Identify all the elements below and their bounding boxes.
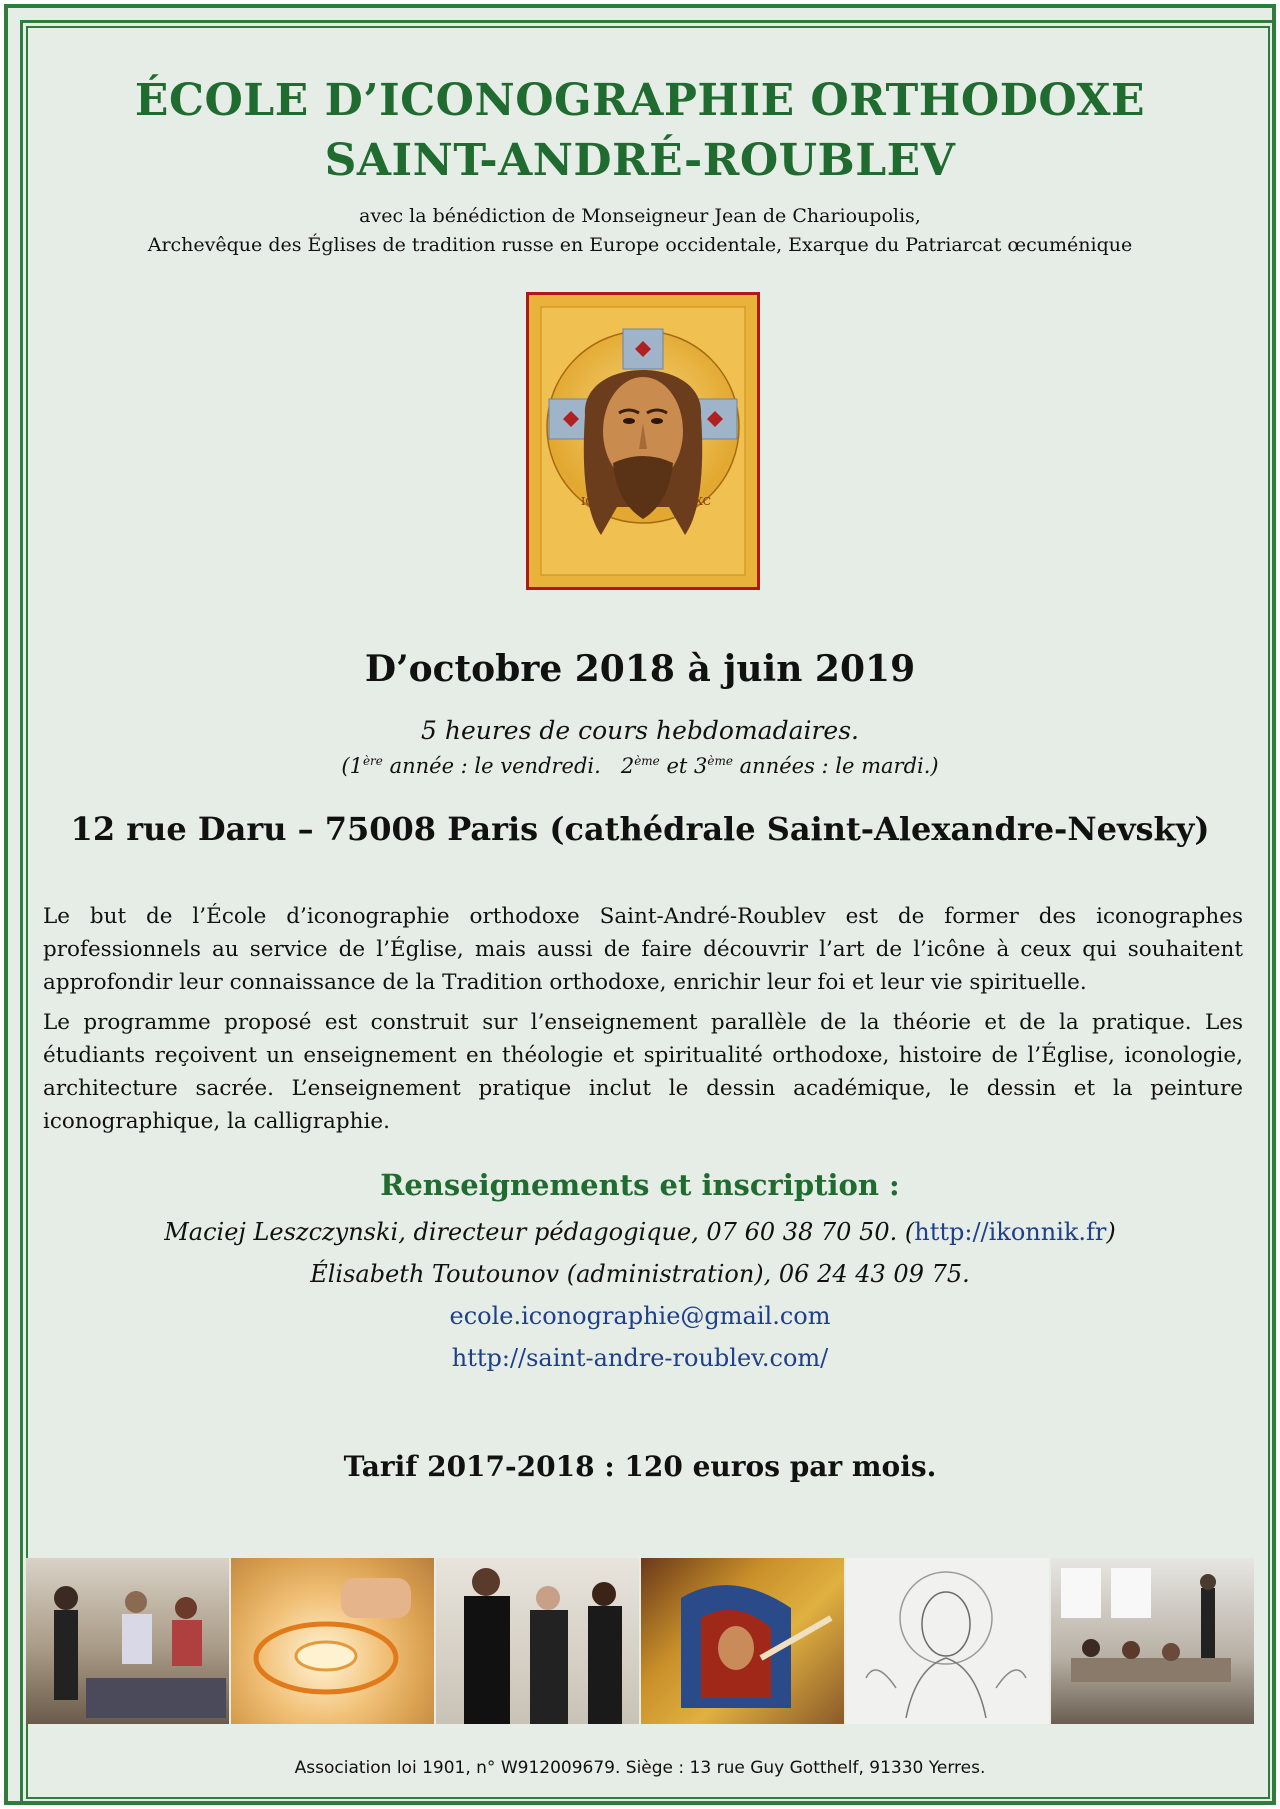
footer-association: Association loi 1901, n° W912009679. Siège : 13 rue Guy Gotthelf, 91330 Yerres.: [294, 1758, 986, 1778]
course-days: (1ère année : le vendredi. 2ème et 3ème années : le mardi.): [341, 754, 939, 778]
contact-line-admin: Élisabeth Toutounov (administration), 06 24 43 09 75.: [310, 1260, 970, 1288]
contact-line-director: Maciej Leszczynski, directeur pédagogique, 07 60 38 70 50. (http://ikonnik.fr): [164, 1218, 1116, 1246]
ikonnik-link[interactable]: http://ikonnik.fr: [914, 1218, 1107, 1246]
svg-text:XC: XC: [695, 495, 712, 508]
school-title-line2: SAINT-ANDRÉ-ROUBLEV: [324, 135, 956, 186]
course-dates: D’octobre 2018 à juin 2019: [364, 648, 916, 690]
photo-gesso-preparation: [231, 1558, 434, 1724]
school-title-line1: ÉCOLE D’ICONOGRAPHIE ORTHODOXE: [134, 75, 1146, 126]
paragraph-program: Le programme proposé est construit sur l’enseignement parallèle de la théorie et de la pratique. Les étudiants reçoivent un enseignement en théologie et spiritualité orthodoxe, histoire de l’Église, iconologie, architecture sacrée. L’enseignement pratique inclut le dessin académique, le dessin et la peinture iconographique, la calligraphie.: [43, 1010, 1243, 1134]
contact-email-row: [0, 1296, 1280, 1336]
photo-strip: [26, 1558, 1254, 1724]
photo-drawing-sketch: [846, 1558, 1049, 1724]
website-link[interactable]: http://saint-andre-roublev.com/: [451, 1344, 829, 1372]
blessing-line1: avec la bénédiction de Monseigneur Jean de Charioupolis,: [359, 205, 921, 227]
tarif: Tarif 2017-2018 : 120 euros par mois.: [343, 1450, 937, 1483]
photo-lecture-room: [1051, 1558, 1254, 1724]
contact-website-row: [0, 1338, 1280, 1378]
school-address: 12 rue Daru – 75008 Paris (cathédrale Saint-Alexandre-Nevsky): [70, 810, 1210, 848]
holy-face-icon: [529, 295, 757, 587]
weekly-hours: 5 heures de cours hebdomadaires.: [421, 716, 859, 745]
email-link[interactable]: ecole.iconographie@gmail.com: [449, 1302, 831, 1330]
photo-classroom-group: [26, 1558, 229, 1724]
photo-icon-painting: [641, 1558, 844, 1724]
blessing-line2: Archevêque des Églises de tradition russe en Europe occidentale, Exarque du Patriarcat œcuménique: [147, 234, 1133, 256]
photo-priest-students: [436, 1558, 639, 1724]
paragraph-purpose: Le but de l’École d’iconographie orthodoxe Saint-André-Roublev est de former des iconographes professionnels au service de l’Église, mais aussi de faire découvrir l’art de l’icône à ceux qui souhaitent approfondir leur connaissance de la Tradition orthodoxe, enrichir leur foi et leur vie spirituelle.: [43, 904, 1243, 995]
svg-text:IC: IC: [581, 495, 594, 508]
contact-title: Renseignements et inscription :: [380, 1168, 900, 1202]
holy-face-icon-image: [526, 292, 760, 590]
